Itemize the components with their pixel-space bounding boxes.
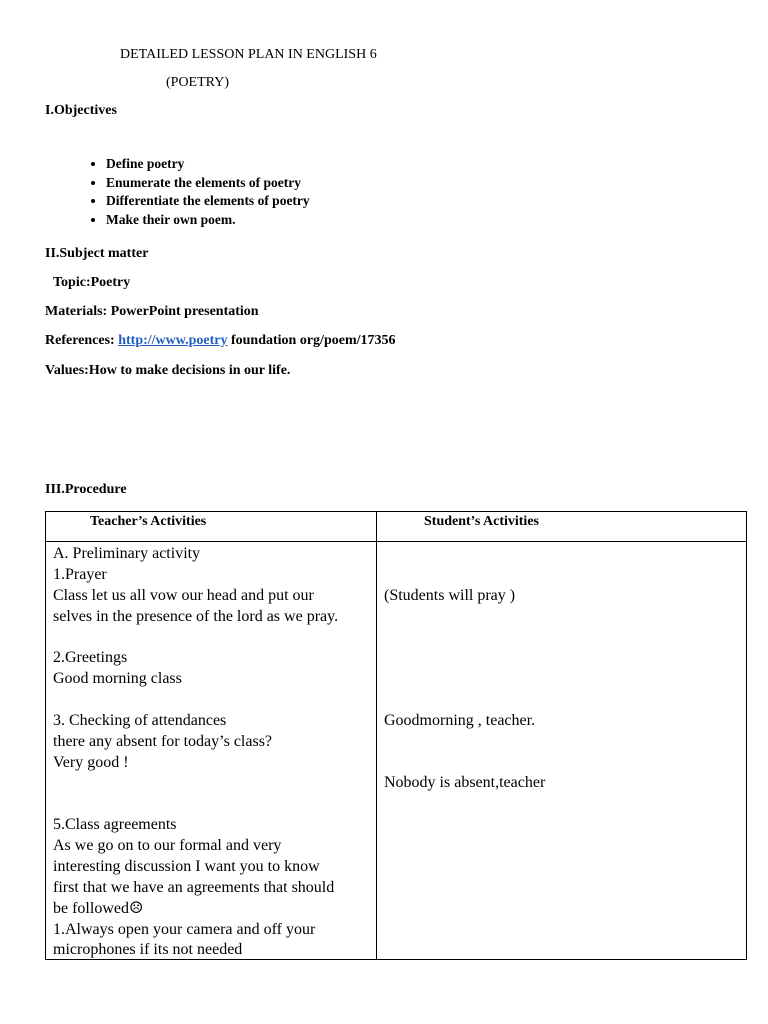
teacher-line: A. Preliminary activity (53, 545, 201, 562)
table-header-row (46, 512, 747, 542)
teacher-line: first that we have an agreements that should (53, 879, 335, 896)
values-line: Values:How to make decisions in our life. (45, 363, 291, 378)
teacher-line: 1.Always open your camera and off your (53, 921, 316, 938)
objective-item: • Make their own poem. (106, 211, 310, 230)
references-rest: foundation org/poem/17356 (227, 333, 396, 348)
student-line: (Students will pray ) (384, 587, 516, 604)
objectives-list (58, 155, 310, 230)
references-label: References: (45, 333, 119, 348)
teacher-line: 5.Class agreements (53, 816, 177, 833)
objectives-heading: I.Objectives (45, 103, 117, 118)
teacher-line: there any absent for today’s class? (53, 733, 273, 750)
materials-line: Materials: PowerPoint presentation (45, 304, 259, 319)
teacher-line: Very good ! (53, 754, 129, 771)
document-subtitle: (POETRY) (166, 75, 229, 90)
references-line (45, 333, 396, 349)
teacher-line: be followed☹ (53, 900, 144, 917)
subject-matter-heading: II.Subject matter (45, 246, 149, 261)
references-link[interactable]: http://www.poetry (118, 333, 228, 348)
teacher-line: microphones if its not needed (53, 941, 243, 958)
teacher-line: 2.Greetings (53, 649, 128, 666)
teacher-column-header: Teacher’s Activities (46, 512, 377, 542)
student-activities-cell (377, 542, 747, 960)
objective-item: • Differentiate the elements of poetry (106, 192, 310, 211)
teacher-line: interesting discussion I want you to know (53, 858, 320, 875)
document-title: DETAILED LESSON PLAN IN ENGLISH 6 (120, 47, 377, 62)
teacher-line: 1.Prayer (53, 566, 107, 583)
student-column-header: Student’s Activities (377, 512, 747, 542)
procedure-heading: III.Procedure (45, 482, 127, 497)
objective-item: • Enumerate the elements of poetry (106, 174, 310, 193)
teacher-line: 3. Checking of attendances (53, 712, 227, 729)
topic-line: Topic:Poetry (53, 275, 131, 290)
teacher-line: selves in the presence of the lord as we pray. (53, 608, 339, 625)
teacher-line: As we go on to our formal and very (53, 837, 282, 854)
procedure-table (45, 511, 747, 960)
objective-item: • Define poetry (106, 155, 310, 174)
table-row (46, 542, 747, 960)
student-line: Nobody is absent,teacher (384, 774, 546, 791)
teacher-activities-cell (46, 542, 377, 960)
teacher-line: Good morning class (53, 670, 182, 687)
teacher-line: Class let us all vow our head and put our (53, 587, 314, 604)
student-line: Goodmorning , teacher. (384, 712, 536, 729)
